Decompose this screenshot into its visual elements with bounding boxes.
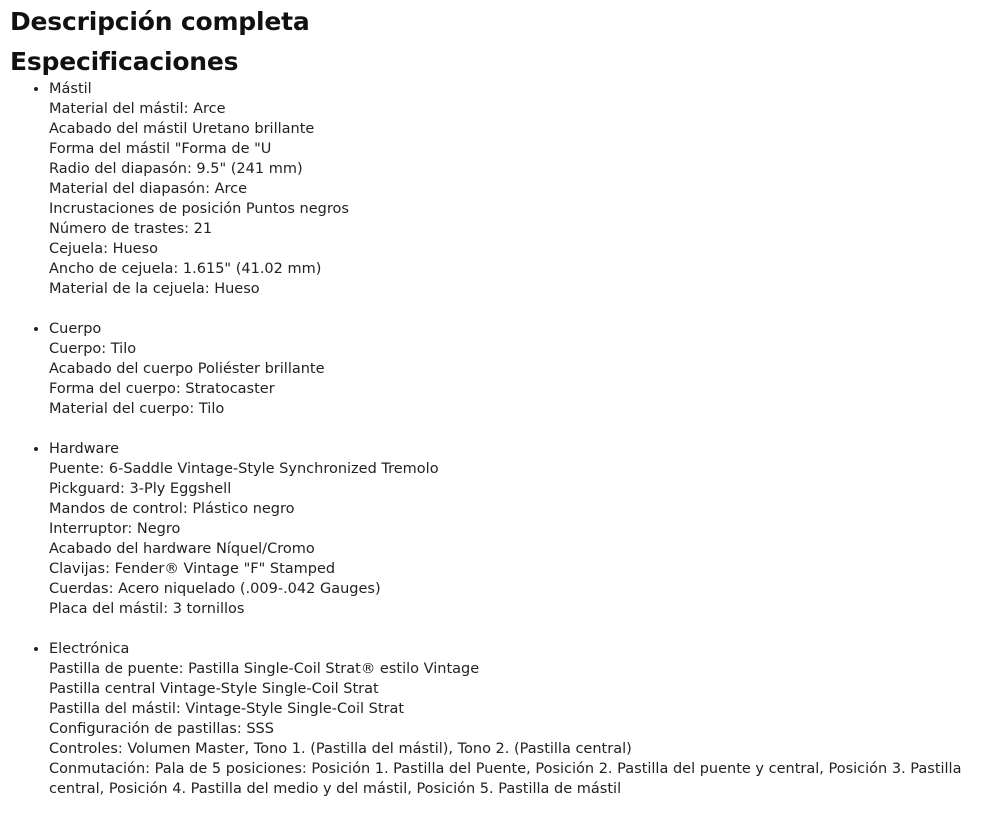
spec-section xyxy=(49,319,986,419)
spec-line: Cejuela: Hueso xyxy=(49,241,159,257)
spec-line: Puente: 6-Saddle Vintage-Style Synchronized Tremolo xyxy=(49,461,439,477)
spec-line: Material del cuerpo: Tilo xyxy=(49,401,225,417)
spec-line: Número de trastes: 21 xyxy=(49,221,213,237)
spec-line: Interruptor: Negro xyxy=(49,521,181,537)
spec-line: Pastilla del mástil: Vintage-Style Single-Coil Strat xyxy=(49,701,405,717)
spec-section-title: • Cuerpo xyxy=(49,321,102,337)
spec-line: Material del diapasón: Arce xyxy=(49,181,248,197)
spec-line: Material del mástil: Arce xyxy=(49,101,226,117)
spec-line: Clavijas: Fender® Vintage "F" Stamped xyxy=(49,561,336,577)
spec-line: Ancho de cejuela: 1.615" (41.02 mm) xyxy=(49,261,322,277)
spec-line: Forma del mástil "Forma de "U xyxy=(49,141,272,157)
spec-section xyxy=(49,639,986,799)
spec-line: Configuración de pastillas: SSS xyxy=(49,721,274,737)
spec-line: Incrustaciones de posición Puntos negros xyxy=(49,201,349,217)
spec-line: Placa del mástil: 3 tornillos xyxy=(49,601,245,617)
spec-section xyxy=(49,439,986,619)
spec-line: Pastilla central Vintage-Style Single-Coil Strat xyxy=(49,681,379,697)
spec-line: Radio del diapasón: 9.5" (241 mm) xyxy=(49,161,303,177)
spec-line: Cuerpo: Tilo xyxy=(49,341,137,357)
spec-line: Acabado del hardware Níquel/Cromo xyxy=(49,541,315,557)
spec-line: Controles: Volumen Master, Tono 1. (Pastilla del mástil), Tono 2. (Pastilla central) xyxy=(49,741,632,757)
spec-line: Cuerdas: Acero niquelado (.009-.042 Gauges) xyxy=(49,581,381,597)
spec-section-title: • Hardware xyxy=(49,441,120,457)
spec-line: Forma del cuerpo: Stratocaster xyxy=(49,381,275,397)
spec-section-title: • Electrónica xyxy=(49,641,130,657)
specifications-list xyxy=(10,79,986,799)
description-heading: Descripción completa xyxy=(10,7,310,36)
spec-line: Material de la cejuela: Hueso xyxy=(49,281,260,297)
spec-line: Pastilla de puente: Pastilla Single-Coil Strat® estilo Vintage xyxy=(49,661,480,677)
spec-section-title: • Mástil xyxy=(49,81,92,97)
spec-line: Pickguard: 3-Ply Eggshell xyxy=(49,481,232,497)
spec-line: Acabado del mástil Uretano brillante xyxy=(49,121,315,137)
spec-line: Acabado del cuerpo Poliéster brillante xyxy=(49,361,325,377)
spec-line: Conmutación: Pala de 5 posiciones: Posición 1. Pastilla del Puente, Posición 2. Pastilla del puente y central, Posición 3. Pastilla central, Posición 4. Pastilla del medio y del mástil, Posición 5. Pastilla de mástil xyxy=(49,761,962,797)
spec-section xyxy=(49,79,986,299)
spec-line: Mandos de control: Plástico negro xyxy=(49,501,295,517)
specifications-heading: Especificaciones xyxy=(10,47,239,76)
